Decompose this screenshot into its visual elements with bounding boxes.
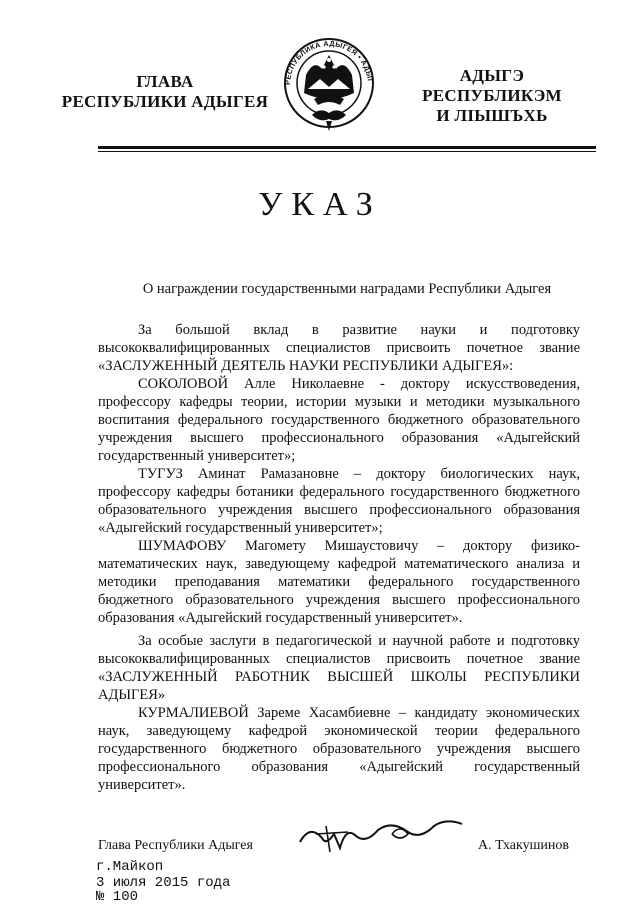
- header-divider-thick: [98, 146, 596, 149]
- section-intro: За большой вклад в развитие науки и подготовку высококвалифицированных специалистов присвоить почетное звание «ЗАСЛУЖЕННЫЙ ДЕЯТЕЛЬ НАУКИ РЕСПУБЛИКИ АДЫГЕЯ»:: [98, 322, 580, 374]
- awardee-paragraph: КУРМАЛИЕВОЙ Зареме Хасамбиевне – кандидату экономических наук, заведующему кафедрой экономической теории федерального государственного бюджетного образовательного учреждения высшего профессионального образования «Адыгейский государственный университет».: [98, 705, 580, 793]
- handwritten-signature: [296, 812, 466, 856]
- header-right-line1: АДЫГЭ РЕСПУБЛИКЭМ: [422, 66, 562, 105]
- awardee-paragraph: ШУМАФОВУ Магомету Мишаустовичу – доктору физико-математических наук, заведующему кафедрой математического анализа и методики преподавания математики федерального государственного бюджетного образовательного учреждения высшего профессионального образования «Адыгейский государственный университет».: [98, 538, 580, 626]
- header-left-title: [50, 72, 280, 112]
- decree-number: № 100: [96, 889, 139, 905]
- signatory-title: Глава Республики Адыгея: [98, 838, 253, 853]
- award-section-2: [98, 632, 580, 794]
- header-left-line1: ГЛАВА: [136, 72, 194, 91]
- awardee-paragraph: ТУГУЗ Аминат Рамазановне – доктору биологических наук, профессору кафедры ботаники федерального государственного бюджетного образовательного учреждения высшего профессионального образования «Адыгейский государственный университет»;: [98, 466, 580, 536]
- issue-date: 3 июля 2015 года: [96, 875, 231, 891]
- signatory-name: А. Тхакушинов: [478, 838, 569, 853]
- header-right-line2: И ЛІЫШЪХЬ: [436, 106, 548, 125]
- header-divider-thin: [98, 151, 596, 152]
- section-intro: За особые заслуги в педагогической и научной работе и подготовку высококвалифицированных специалистов присвоить почетное звание «ЗАСЛУЖЕННЫЙ РАБОТНИК ВЫСШЕЙ ШКОЛЫ РЕСПУБЛИКИ АДЫГЕЯ»: [98, 633, 580, 703]
- coat-of-arms-emblem: [274, 33, 384, 138]
- document-type-title: УКАЗ: [258, 186, 382, 223]
- award-section-1: [98, 321, 580, 627]
- decree-subject: О награждении государственными наградами Республики Адыгея: [142, 281, 552, 297]
- header-right-title: [392, 66, 592, 126]
- header-left-line2: РЕСПУБЛИКИ АДЫГЕЯ: [61, 92, 269, 111]
- emblem-ring-text: РЕСПУБЛИКА АДЫГЕЯ • АДЫГ: [282, 38, 376, 86]
- awardee-paragraph: СОКОЛОВОЙ Алле Николаевне - доктору искусствоведения, профессору кафедры теории, истории музыки и методики музыкального воспитания федерального государственного бюджетного образовательного учреждения высшего профессионального образования «Адыгейский государственный университет»;: [98, 376, 580, 464]
- issue-place: г.Майкоп: [96, 859, 164, 875]
